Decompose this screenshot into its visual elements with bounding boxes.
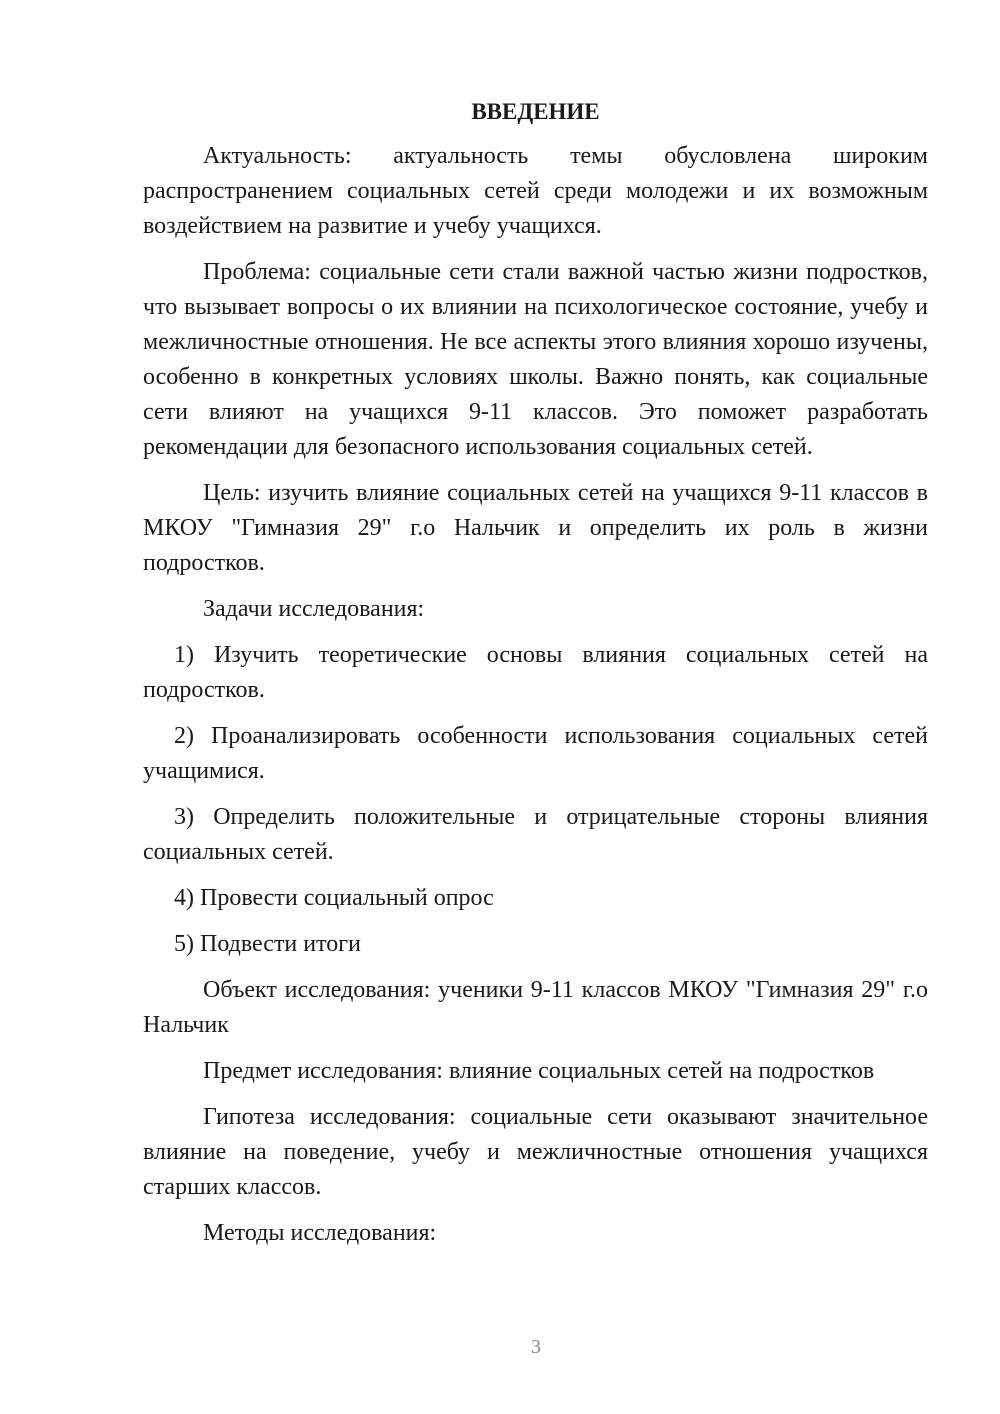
goal-paragraph: Цель: изучить влияние социальных сетей на учащихся 9-11 классов в МКОУ "Гимназия 29" г.о Нальчик и определить их роль в жизни подростков.	[143, 480, 928, 576]
task-item-1: 1) Изучить теоретические основы влияния социальных сетей на подростков.	[143, 642, 928, 703]
methods-heading: Методы исследования:	[203, 1220, 437, 1246]
subject-paragraph: Предмет исследования: влияние социальных сетей на подростков	[203, 1058, 875, 1084]
task-item-2: 2) Проанализировать особенности использования социальных сетей учащимися.	[143, 723, 928, 784]
page-body	[143, 94, 928, 1262]
hypothesis-paragraph: Гипотеза исследования: социальные сети оказывают значительное влияние на поведение, учебу и межличностные отношения учащихся старших классов.	[143, 1104, 928, 1200]
tasks-heading: Задачи исследования:	[203, 596, 425, 622]
object-paragraph: Объект исследования: ученики 9-11 классов МКОУ "Гимназия 29" г.о Нальчик	[143, 977, 928, 1038]
section-title: ВВЕДЕНИЕ	[471, 99, 600, 124]
page-number: 3	[531, 1336, 541, 1358]
problem-paragraph: Проблема: социальные сети стали важной частью жизни подростков, что вызывает вопросы о их влиянии на психологическое состояние, учебу и межличностные отношения. Не все аспекты этого влияния хорошо изучены, особенно в конкретных условиях школы. Важно понять, как социальные сети влияют на учащихся 9-11 классов. Это поможет разработать рекомендации для безопасного использования социальных сетей.	[143, 259, 928, 460]
relevance-paragraph: Актуальность: актуальность темы обусловлена широким распространением социальных сетей среди молодежи и их возможным воздействием на развитие и учебу учащихся.	[143, 143, 928, 239]
task-item-4: 4) Провести социальный опрос	[174, 885, 494, 911]
task-item-5: 5) Подвести итоги	[174, 931, 361, 957]
task-item-3: 3) Определить положительные и отрицательные стороны влияния социальных сетей.	[143, 804, 928, 865]
